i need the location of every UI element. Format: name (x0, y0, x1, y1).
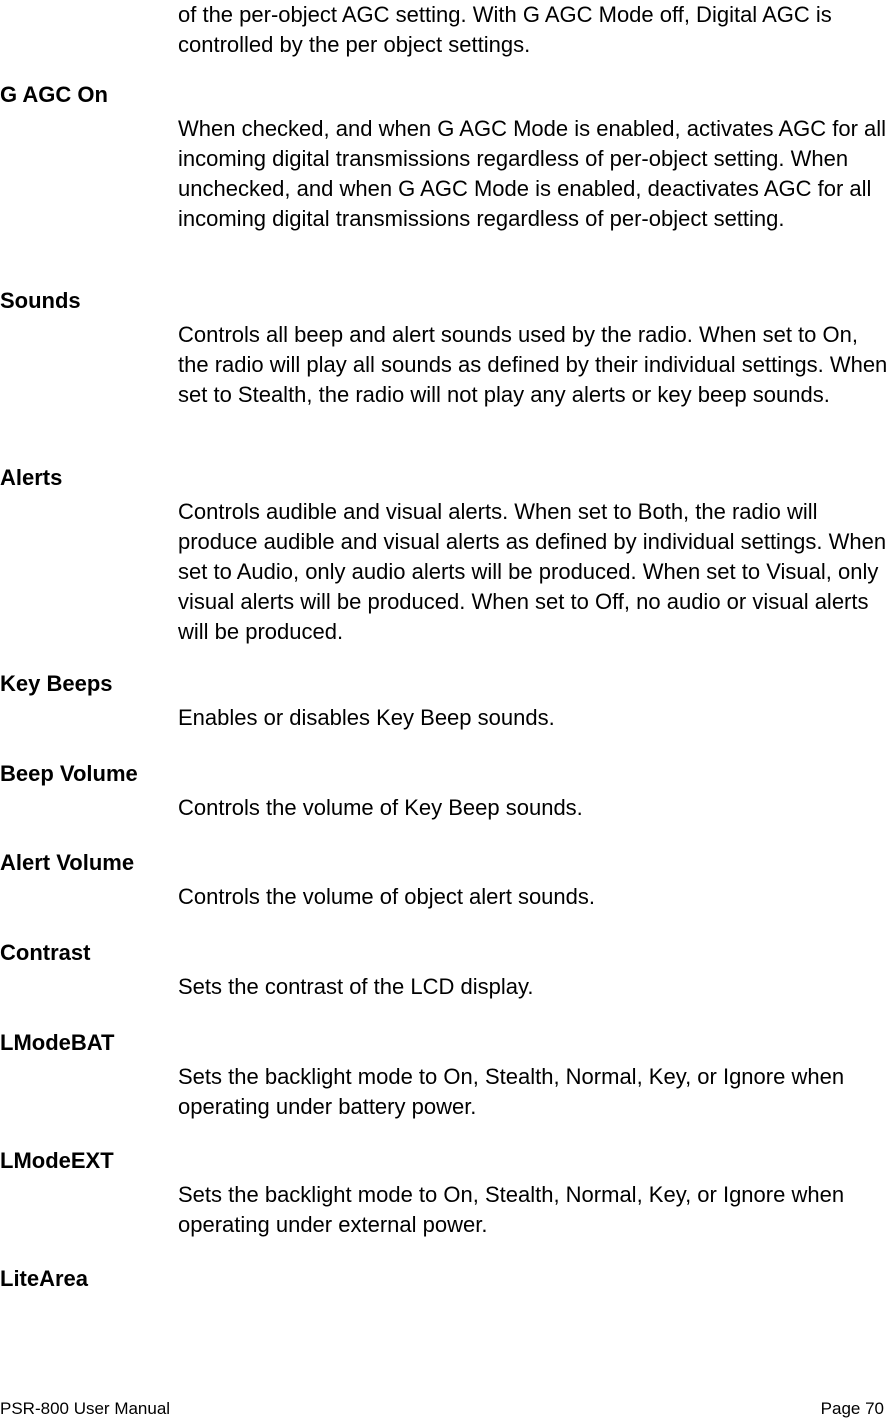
entry-litearea (0, 1266, 894, 1292)
entry-alerts (0, 465, 894, 647)
entry-term: Alert Volume (0, 850, 135, 875)
footer-manual-title: PSR-800 User Manual (0, 1399, 171, 1418)
entry-description: Controls audible and visual alerts. When set to Both, the radio will produce audible and visual alerts as defined by individual settings. When set to Audio, only audio alerts will be produced. When set to Visual, only visual alerts will be produced. When set to Off, no audio or visual alerts will be produced. (178, 499, 887, 644)
entry-term: Contrast (0, 940, 91, 965)
entry-term: G AGC On (0, 82, 108, 107)
entry-lmodebat (0, 1030, 894, 1122)
intro-paragraph: of the per-object AGC setting. With G AGC Mode off, Digital AGC is controlled by the per object settings. (178, 2, 832, 57)
entry-g-agc-on (0, 82, 894, 234)
entry-term: Key Beeps (0, 671, 113, 696)
entry-beep-volume (0, 761, 894, 823)
entry-term: Beep Volume (0, 761, 138, 786)
entry-description: Controls the volume of Key Beep sounds. (178, 795, 583, 820)
entry-term: LiteArea (0, 1266, 89, 1291)
entry-contrast (0, 940, 894, 1002)
entry-description: Sets the backlight mode to On, Stealth, Normal, Key, or Ignore when operating under external power. (178, 1182, 845, 1237)
entry-term: LModeBAT (0, 1030, 115, 1055)
entry-description: When checked, and when G AGC Mode is enabled, activates AGC for all incoming digital transmissions regardless of per-object setting. When unchecked, and when G AGC Mode is enabled, deactivates AGC for all incoming digital transmissions regardless of per-object setting. (178, 116, 887, 231)
entry-alert-volume (0, 850, 894, 912)
entry-sounds (0, 288, 894, 410)
entry-description: Enables or disables Key Beep sounds. (178, 705, 555, 730)
entry-description: Controls the volume of object alert sounds. (178, 884, 596, 909)
entry-term: Sounds (0, 288, 81, 313)
entry-term: Alerts (0, 465, 63, 490)
footer-page-number: Page 70 (820, 1399, 884, 1418)
entry-lmodeext (0, 1148, 894, 1240)
entry-description: Sets the backlight mode to On, Stealth, Normal, Key, or Ignore when operating under battery power. (178, 1064, 845, 1119)
entry-description: Sets the contrast of the LCD display. (178, 974, 534, 999)
entry-description: Controls all beep and alert sounds used by the radio. When set to On, the radio will play all sounds as defined by their individual settings. When set to Stealth, the radio will not play any alerts or key beep sounds. (178, 322, 888, 407)
entry-key-beeps (0, 671, 894, 733)
entry-term: LModeEXT (0, 1148, 114, 1173)
